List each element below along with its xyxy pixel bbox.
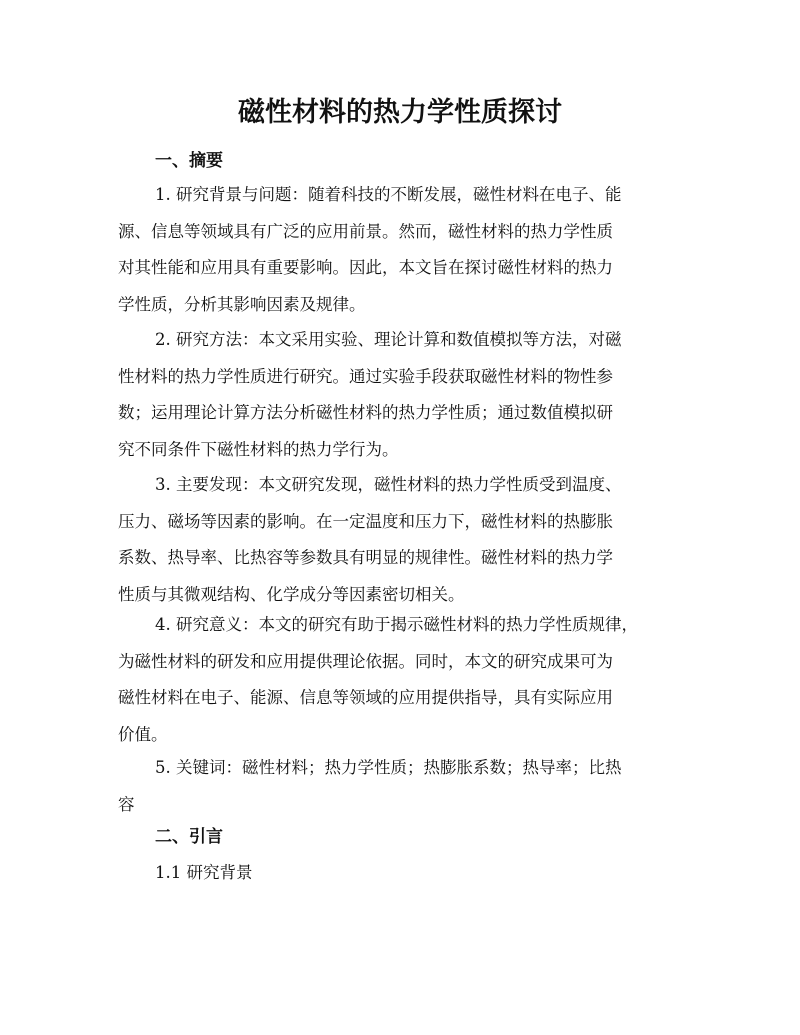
- paragraph-line: 4. 研究意义：本文的研究有助于揭示磁性材料的热力学性质规律，: [155, 615, 638, 634]
- paragraph-line: 究不同条件下磁性材料的热力学行为。: [118, 439, 399, 459]
- paragraph-line: 数；运用理论计算方法分析磁性材料的热力学性质；通过数值模拟研: [118, 403, 613, 422]
- section-heading-abstract: 一、摘要: [155, 151, 223, 171]
- paragraph-line: 对其性能和应用具有重要影响。因此，本文旨在探讨磁性材料的热力: [118, 258, 613, 277]
- abstract-paragraph-3: [118, 467, 680, 613]
- paragraph-line: 压力、磁场等因素的影响。在一定温度和压力下，磁性材料的热膨胀: [118, 511, 613, 531]
- paragraph-line: 1. 研究背景与问题：随着科技的不断发展，磁性材料在电子、能: [155, 185, 622, 204]
- paragraph-line: 磁性材料在电子、能源、信息等领域的应用提供指导，具有实际应用: [118, 688, 613, 707]
- document-title: 磁性材料的热力学性质探讨: [238, 97, 562, 128]
- abstract-paragraph-2: [118, 322, 680, 468]
- paragraph-line: 源、信息等领域具有广泛的应用前景。然而，磁性材料的热力学性质: [118, 221, 613, 241]
- paragraph-line: 5. 关键词：磁性材料；热力学性质；热膨胀系数；热导率；比热: [155, 758, 622, 777]
- abstract-paragraph-1: [118, 177, 680, 323]
- paragraph-line: 2. 研究方法：本文采用实验、理论计算和数值模拟等方法，对磁: [155, 330, 622, 349]
- paragraph-line: 性质与其微观结构、化学成分等因素密切相关。: [118, 584, 465, 604]
- paragraph-line: 价值。: [118, 724, 168, 744]
- paragraph-line: 容: [118, 794, 135, 814]
- paragraph-line: 3. 主要发现：本文研究发现，磁性材料的热力学性质受到温度、: [155, 475, 622, 494]
- paragraph-line: 系数、热导率、比热容等参数具有明显的规律性。磁性材料的热力学: [118, 548, 613, 567]
- paragraph-line: 为磁性材料的研发和应用提供理论依据。同时，本文的研究成果可为: [118, 651, 613, 671]
- subsection-heading-research-background: 1.1 研究背景: [155, 863, 253, 882]
- abstract-paragraph-4: [118, 607, 680, 753]
- paragraph-line: 性材料的热力学性质进行研究。通过实验手段获取磁性材料的物性参: [118, 366, 613, 386]
- abstract-paragraph-5: [118, 750, 680, 823]
- section-heading-introduction: 二、引言: [155, 827, 223, 847]
- paragraph-line: 学性质，分析其影响因素及规律。: [118, 294, 366, 314]
